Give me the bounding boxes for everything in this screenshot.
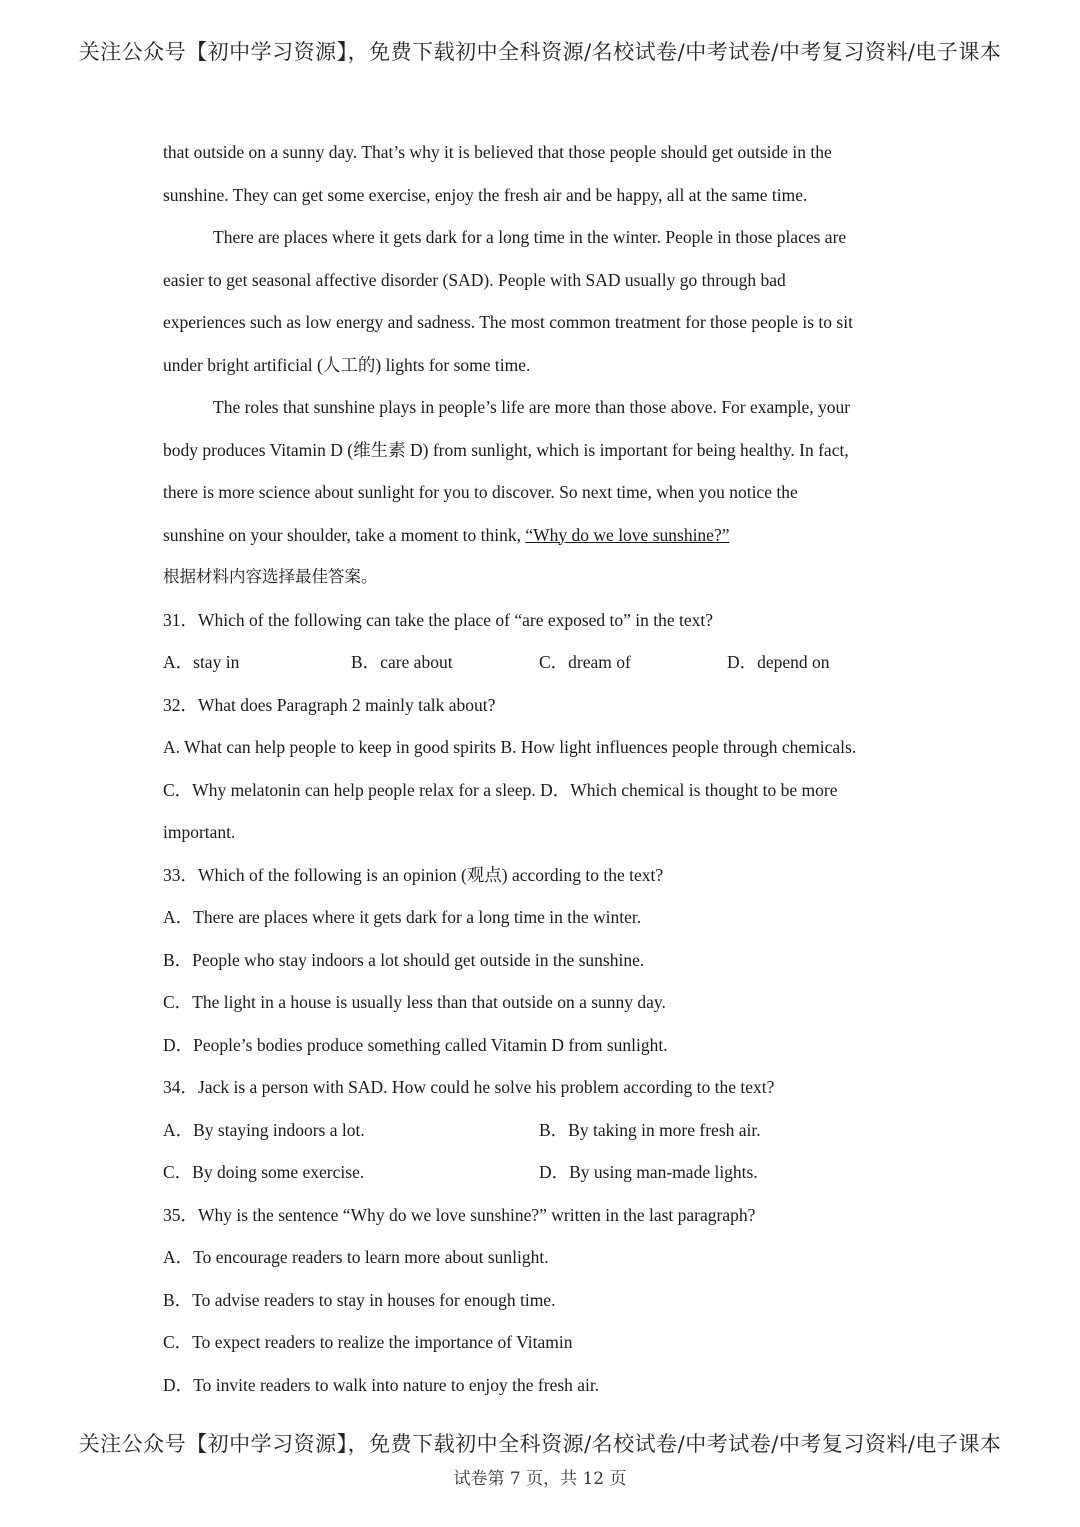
- option-row: [163, 641, 933, 684]
- question-stem: 35．Why is the sentence “Why do we love sunshine?” written in the last paragraph?: [163, 1204, 756, 1225]
- question-stem: 32．What does Paragraph 2 mainly talk about?: [163, 694, 496, 715]
- passage-line: under bright artificial (人工的) lights for some time.: [163, 354, 531, 375]
- question-stem: 34．Jack is a person with SAD. How could he solve his problem according to the text?: [163, 1077, 775, 1097]
- option-row: [163, 1109, 933, 1152]
- option: C．The light in a house is usually less than that outside on a sunny day.: [163, 992, 666, 1012]
- question-stem: 33．Which of the following is an opinion (观点) according to the text?: [163, 864, 664, 885]
- option: D．People’s bodies produce something called Vitamin D from sunlight.: [163, 1034, 668, 1055]
- option: D．To invite readers to walk into nature to enjoy the fresh air.: [163, 1374, 600, 1395]
- page-number: 试卷第 7 页，共 12 页: [453, 1469, 627, 1489]
- header-banner: 关注公众号【初中学习资源】，免费下载初中全科资源/名校试卷/中考试卷/中考复习资料/电子课本: [78, 40, 1002, 64]
- footer-banner: 关注公众号【初中学习资源】，免费下载初中全科资源/名校试卷/中考试卷/中考复习资料/电子课本: [78, 1432, 1002, 1456]
- option-line: A. What can help people to keep in good spirits B. How light influences people through chemicals.: [163, 737, 857, 757]
- option: C．To expect readers to realize the importance of Vitamin: [163, 1332, 573, 1352]
- passage-line: experiences such as low energy and sadness. The most common treatment for those people is to sit: [163, 312, 853, 332]
- option: C．dream of: [539, 652, 631, 672]
- instruction: 根据材料内容选择最佳答案。: [163, 567, 378, 586]
- option-line: important.: [163, 822, 236, 842]
- option: A．To encourage readers to learn more about sunlight.: [163, 1247, 549, 1267]
- passage-line: body produces Vitamin D (维生素 D) from sunlight, which is important for being healthy. In fact,: [163, 439, 849, 460]
- option-line: C．Why melatonin can help people relax for a sleep. D．Which chemical is thought to be more: [163, 779, 838, 800]
- option: B．To advise readers to stay in houses for enough time.: [163, 1289, 556, 1310]
- passage-line: that outside on a sunny day. That’s why it is believed that those people should get outside in the: [163, 142, 832, 162]
- passage-line: sunshine. They can get some exercise, enjoy the fresh air and be happy, all at the same time.: [163, 184, 808, 205]
- passage-line: easier to get seasonal affective disorder (SAD). People with SAD usually go through bad: [163, 269, 786, 290]
- underlined-quote: “Why do we love sunshine?”: [525, 524, 730, 545]
- option-row: [163, 1151, 933, 1194]
- passage-text: sunshine on your shoulder, take a moment to think,: [163, 524, 526, 545]
- option: A．There are places where it gets dark for a long time in the winter.: [163, 907, 642, 927]
- option: B．People who stay indoors a lot should get outside in the sunshine.: [163, 949, 645, 970]
- option: C．By doing some exercise.: [163, 1162, 365, 1182]
- option: D．By using man-made lights.: [539, 1162, 758, 1182]
- option: A．By staying indoors a lot.: [163, 1119, 365, 1140]
- option: A．stay in: [163, 652, 240, 672]
- question-stem: 31．Which of the following can take the place of “are exposed to” in the text?: [163, 609, 714, 630]
- option: D．depend on: [727, 652, 830, 672]
- passage-line: [163, 514, 933, 557]
- option: B．care about: [351, 652, 453, 672]
- option: B．By taking in more fresh air.: [539, 1119, 761, 1140]
- passage-line: The roles that sunshine plays in people’s life are more than those above. For example, your: [213, 397, 851, 417]
- passage-line: there is more science about sunlight for you to discover. So next time, when you notice the: [163, 482, 798, 502]
- passage-line: There are places where it gets dark for a long time in the winter. People in those places are: [213, 227, 847, 247]
- exam-content: [163, 131, 933, 1406]
